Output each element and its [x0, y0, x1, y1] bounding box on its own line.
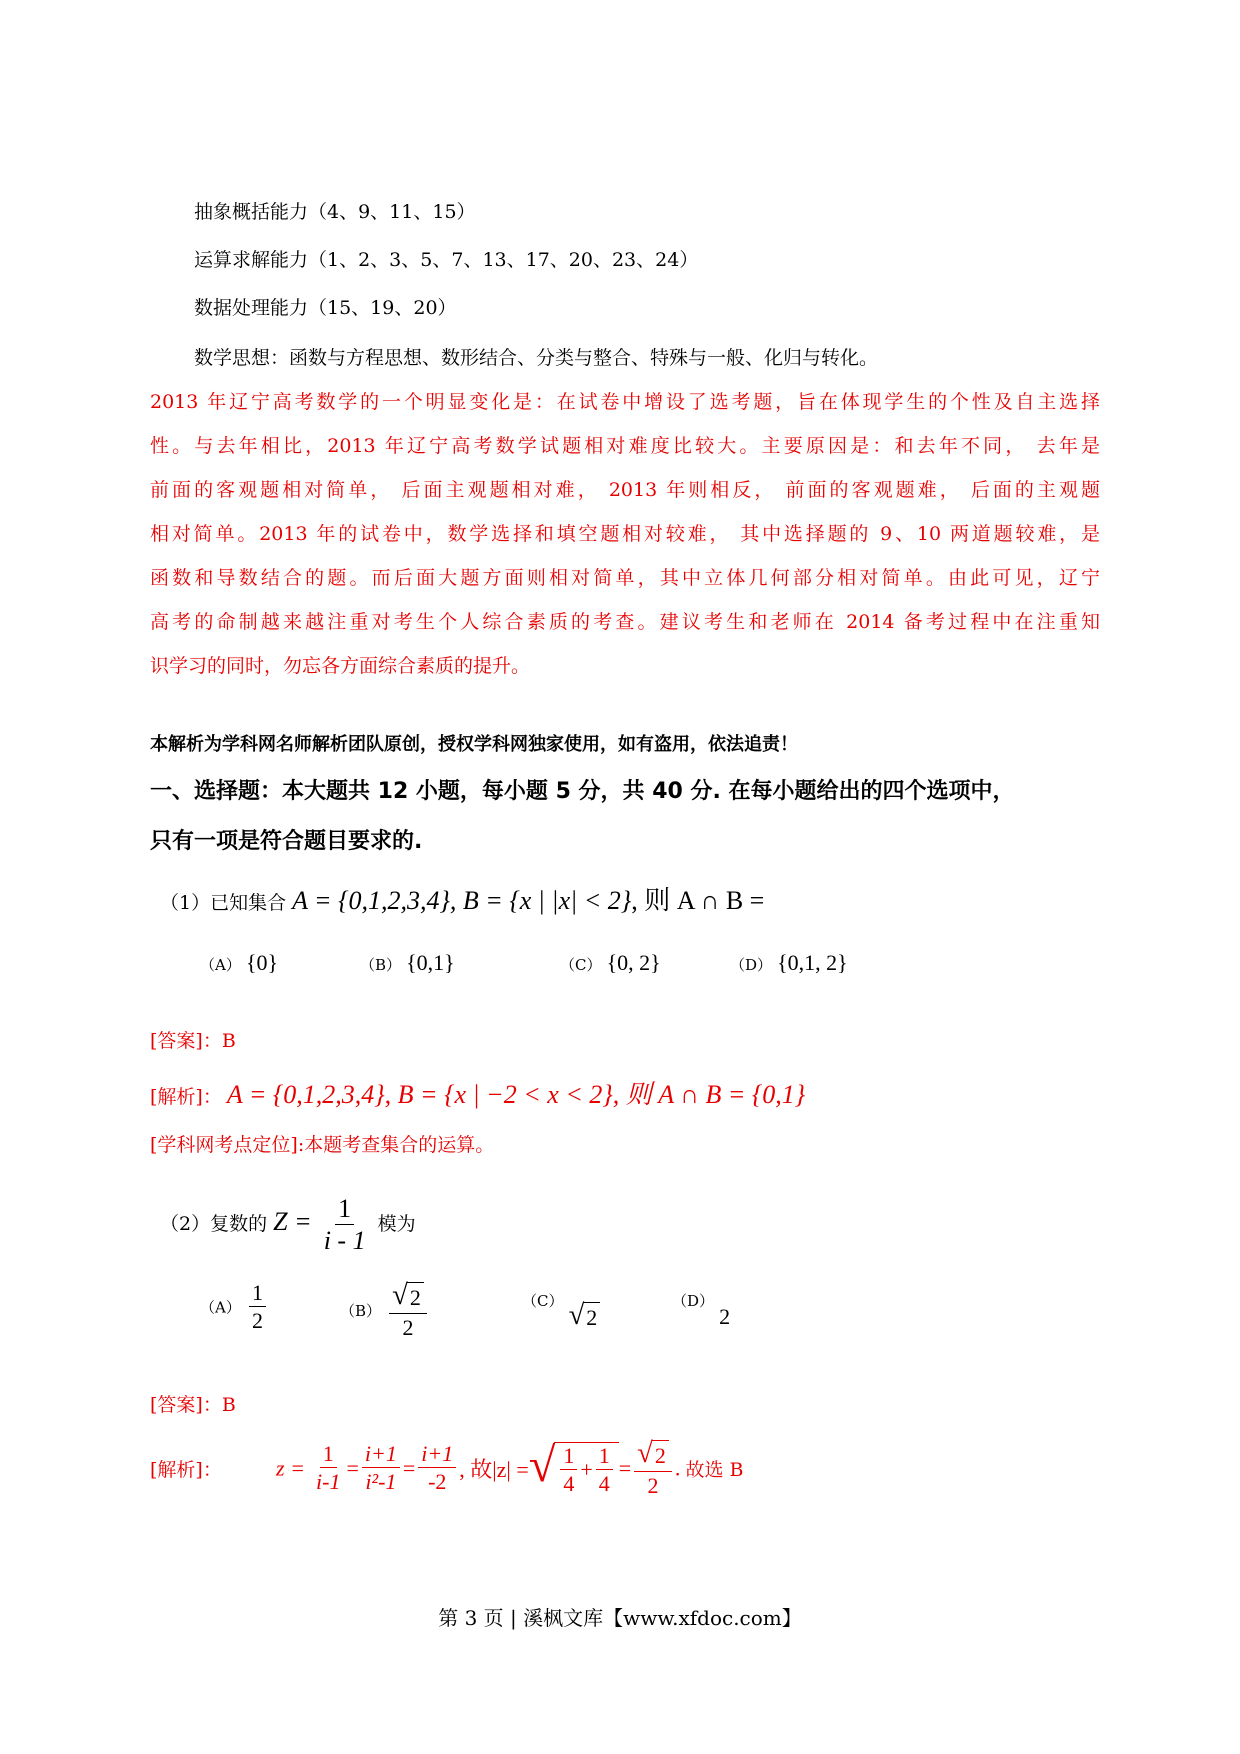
question-1-option-c[interactable] — [560, 950, 661, 976]
section-heading-cont: 只有一项是符合题目要求的. — [150, 829, 423, 854]
option-value: {0} — [245, 950, 279, 975]
fraction-denominator: 2 — [251, 1308, 263, 1333]
question-2-z: Z = — [273, 1207, 312, 1236]
fraction-numerator: i+1 — [362, 1443, 400, 1468]
question-2-fraction — [321, 1196, 369, 1254]
fraction-denominator: 4 — [563, 1470, 575, 1496]
sqrt-icon: √ $\frac{1}{4}$ + $\frac{1}{4}$ — [529, 1442, 619, 1495]
option-value: {0, 2} — [606, 950, 661, 975]
fraction-numerator: 1 — [320, 1443, 337, 1468]
fraction-numerator: i+1 — [418, 1443, 456, 1468]
radicand: 2 — [583, 1302, 600, 1331]
fraction-numerator: 1 — [335, 1196, 354, 1225]
fraction-numerator: 1 — [249, 1282, 266, 1307]
ability-abstract: 抽象概括能力（4、9、11、15） — [194, 201, 476, 223]
analysis-line: 2013 年辽宁高考数学的一个明显变化是：在试卷中增设了选考题，旨在体现学生的个性及自主选择 — [150, 391, 1100, 413]
question-1-set-b: , B = {x | |x| < 2} — [449, 886, 632, 915]
question-2-option-d[interactable] — [672, 1290, 730, 1330]
copyright-notice: 本解析为学科网名师解析团队原创，授权学科网独家使用，如有盗用，依法追责！ — [150, 734, 798, 755]
question-2-option-c[interactable] — [522, 1290, 600, 1331]
exam-analysis-paragraph — [150, 380, 1100, 688]
analysis-result-fraction: √ 2 2 — [634, 1440, 672, 1497]
analysis-label: [解析]： — [150, 1086, 222, 1108]
analysis-line: 前面的客观题相对简单， 后面主观题相对难， 2013 年则相反， 前面的客观题难， 后面的主观题 — [150, 479, 1100, 501]
analysis-sqrt-fraction-1 — [560, 1442, 577, 1496]
option-label: （A） — [200, 956, 241, 974]
option-fraction — [389, 1282, 427, 1339]
fraction-denominator: i-1 — [316, 1469, 341, 1495]
analysis-conclusion: 故选 B — [685, 1458, 744, 1481]
question-1-knowledge-point: [学科网考点定位]:本题考查集合的运算。 — [150, 1134, 495, 1156]
question-1-set-a: A = {0,1,2,3,4} — [292, 886, 450, 915]
question-2-suffix: 模为 — [377, 1213, 416, 1235]
page-footer: 第 3 页 | 溪枫文库【www.xfdoc.com】 — [438, 1606, 802, 1630]
option-label: （C） — [522, 1292, 564, 1310]
analysis-fraction-2 — [362, 1443, 400, 1493]
option-label: （B） — [360, 956, 402, 974]
sqrt-icon: √ 2 — [569, 1302, 601, 1331]
analysis-z: z = — [276, 1455, 305, 1481]
option-fraction — [249, 1282, 266, 1332]
question-2-option-a[interactable] — [200, 1282, 269, 1332]
question-1-analysis — [150, 1074, 805, 1111]
question-1 — [160, 880, 764, 917]
analysis-line: 识学习的同时，勿忘各方面综合素质的提升。 — [150, 655, 531, 677]
analysis-line: 性。与去年相比，2013 年辽宁高考数学试题相对难度比较大。主要原因是：和去年不同， 去年是 — [150, 435, 1100, 457]
question-2 — [160, 1196, 416, 1254]
option-label: （C） — [560, 956, 602, 974]
option-value: 2 — [719, 1304, 731, 1329]
option-label: （B） — [340, 1301, 382, 1320]
fraction-numerator: 1 — [560, 1445, 577, 1470]
analysis-modulus: , 故|z| = — [459, 1456, 529, 1482]
question-2-answer: [答案]：B — [150, 1394, 236, 1416]
question-1-option-b[interactable] — [360, 950, 455, 976]
fraction-denominator: i²-1 — [365, 1469, 397, 1495]
radicand: 2 — [407, 1282, 424, 1311]
radicand: 2 — [652, 1440, 669, 1469]
fraction-denominator: -2 — [428, 1469, 447, 1495]
fraction-denominator: 4 — [598, 1470, 610, 1496]
option-label: （A） — [200, 1298, 241, 1317]
question-1-answer: [答案]：B — [150, 1030, 236, 1052]
math-thinking: 数学思想：函数与方程思想、数形结合、分类与整合、特殊与一般、化归与转化。 — [194, 347, 879, 369]
option-value: {0,1} — [406, 950, 455, 975]
question-1-tail: , 则 A ∩ B = — [631, 886, 765, 915]
analysis-label: [解析]： — [150, 1458, 222, 1481]
fraction-denominator: 2 — [647, 1472, 659, 1498]
option-value: {0,1, 2} — [777, 950, 848, 975]
analysis-fraction-1 — [313, 1443, 343, 1493]
option-label: （D） — [730, 956, 773, 974]
question-1-option-d[interactable] — [730, 950, 848, 976]
analysis-line: 相对简单。2013 年的试卷中，数学选择和填空题相对较难， 其中选择题的 9、10 两道题较难，是 — [150, 523, 1100, 545]
question-1-prefix: （1）已知集合 — [160, 892, 287, 914]
option-label: （D） — [672, 1292, 715, 1310]
analysis-line: 函数和导数结合的题。而后面大题方面则相对简单，其中立体几何部分相对简单。由此可见，辽宁 — [150, 567, 1100, 589]
question-1-option-a[interactable] — [200, 950, 278, 976]
analysis-line: 高考的命制越来越注重对考生个人综合素质的考查。建议考生和老师在 2014 备考过程中在注重知 — [150, 611, 1100, 633]
question-2-prefix: （2）复数的 — [160, 1213, 268, 1235]
sqrt-icon: √ 2 — [392, 1282, 424, 1311]
ability-data: 数据处理能力（15、19、20） — [194, 297, 457, 319]
analysis-formula: A = {0,1,2,3,4}, B = {x | −2 < x < 2}, 则 A ∩ B = {0,1} — [226, 1080, 806, 1109]
fraction-denominator: i - 1 — [323, 1226, 366, 1255]
ability-computation: 运算求解能力（1、2、3、5、7、13、17、20、23、24） — [194, 249, 699, 271]
fraction-denominator: 2 — [402, 1314, 414, 1340]
question-2-analysis: [解析]： z = $\frac{1}{i-1}$ = $\frac{i+1}{\text{i²-1}}$ = $\frac{i+1}{-2}$ , 故|z| = √ $\frac{1}{4}$ + $\frac{1}{4}$ = √ 2 2 . 故选 B — [150, 1438, 744, 1498]
analysis-fraction-3 — [418, 1443, 456, 1493]
analysis-sqrt-fraction-2 — [596, 1442, 613, 1496]
section-heading: 一、选择题：本大题共 12 小题，每小题 5 分，共 40 分. 在每小题给出的四个选项中， — [150, 779, 1015, 804]
fraction-numerator: 1 — [596, 1445, 613, 1470]
question-2-option-b[interactable] — [340, 1282, 430, 1339]
